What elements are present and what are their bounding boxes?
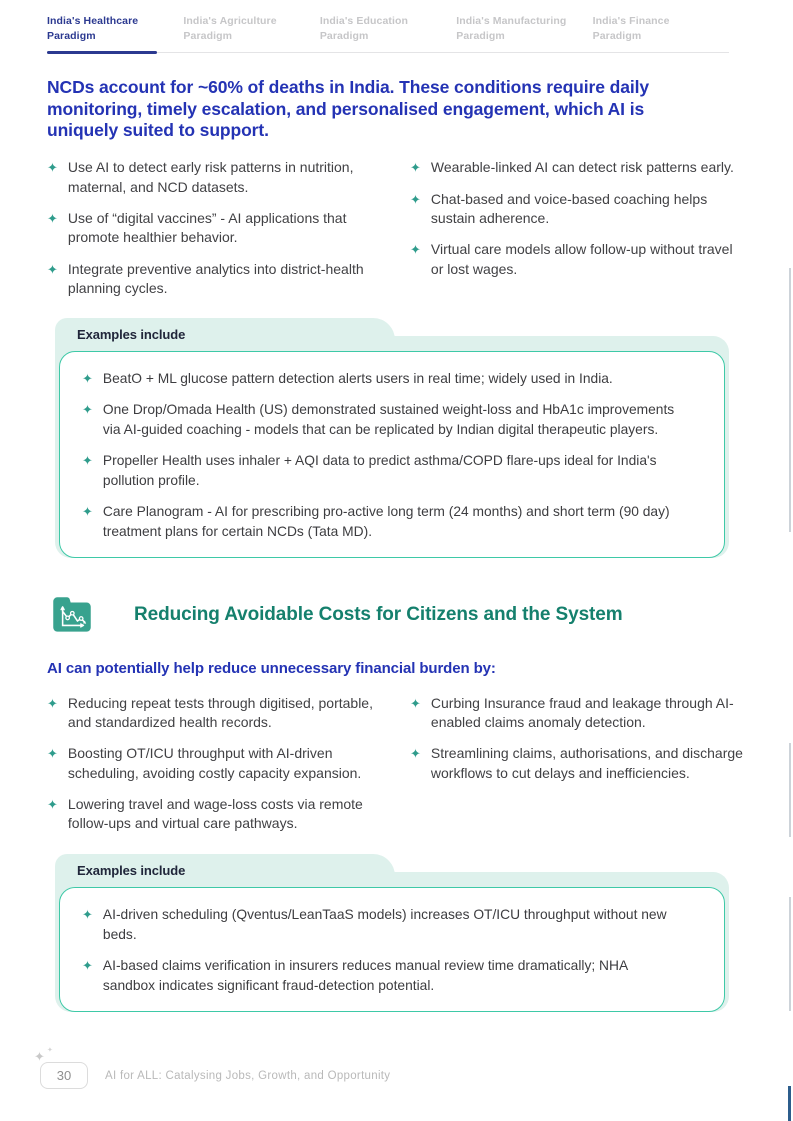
footer-title: AI for ALL: Catalysing Jobs, Growth, and Opportunity [105, 1069, 391, 1082]
examples-box-1 [55, 318, 729, 558]
section2-title: Reducing Avoidable Costs for Citizens and the System [134, 604, 623, 626]
sparkle-icon: ✦ [34, 1049, 45, 1064]
list-item [82, 956, 682, 996]
list-item [410, 190, 745, 229]
list-item [410, 158, 745, 177]
declining-line-chart-folder-icon [47, 590, 97, 640]
tab-education-paradigm[interactable] [320, 14, 456, 52]
right-edge-marker-3 [789, 897, 791, 1011]
list-item [47, 694, 382, 733]
sparkle-bullet-icon: ✦ [47, 211, 58, 227]
sparkle-bullet-icon: ✦ [47, 160, 58, 176]
right-edge-marker-2 [789, 743, 791, 837]
bullet-text: One Drop/Omada Health (US) demonstrated sustained weight-loss and HbA1c improvements via AI-guided coaching - models that can be replicated by Indian digital therapeutic players. [102, 402, 675, 438]
section2-header [47, 588, 745, 642]
tab-agriculture-paradigm[interactable] [183, 14, 319, 52]
sparkle-bullet-icon: ✦ [82, 906, 93, 922]
list-item [47, 744, 382, 783]
right-edge-marker-1 [789, 268, 791, 532]
sparkle-bullet-icon: ✦ [410, 191, 421, 207]
bullet-text: Curbing Insurance fraud and leakage through AI-enabled claims anomaly detection. [430, 694, 734, 731]
list-item [47, 795, 382, 834]
list-item [82, 369, 682, 389]
list-item [47, 158, 382, 197]
bullet-text: BeatO + ML glucose pattern detection alerts users in real time; widely used in India. [102, 371, 613, 387]
examples-content-box [59, 887, 725, 1012]
section-tabs-nav [47, 14, 729, 53]
bullet-column-right [410, 158, 745, 298]
sparkle-bullet-icon: ✦ [47, 797, 58, 813]
sparkle-icon-small: ✦ [47, 1047, 53, 1054]
examples-label: Examples include [77, 862, 186, 878]
sparkle-bullet-icon: ✦ [410, 242, 421, 258]
bullet-text: Streamlining claims, authorisations, and discharge workflows to cut delays and inefficiencies. [430, 745, 743, 781]
list-item [410, 694, 745, 733]
page-number: 30 [56, 1068, 72, 1083]
sparkle-bullet-icon: ✦ [82, 453, 93, 469]
list-item [82, 502, 682, 542]
tab-label: India's Agriculture Paradigm [183, 15, 277, 42]
tab-label: India's Manufacturing Paradigm [456, 15, 567, 42]
bullet-text: Virtual care models allow follow-up without travel or lost wages. [430, 241, 733, 277]
section2-bullets [47, 694, 745, 834]
examples-label: Examples include [77, 327, 186, 343]
bullet-text: Boosting OT/ICU throughput with AI-driven scheduling, avoiding costly capacity expansion. [67, 745, 362, 781]
bullet-column-left [47, 694, 382, 834]
bullet-text: Reducing repeat tests through digitised, portable, and standardized health records. [67, 694, 373, 731]
sparkle-bullet-icon: ✦ [410, 746, 421, 762]
bullet-text: Use of “digital vaccines” - AI applications that promote healthier behavior. [67, 210, 347, 246]
section2-subheading: AI can potentially help reduce unnecessary financial burden by: [47, 659, 496, 677]
intro-heading: NCDs account for ~60% of deaths in India. These conditions require daily monitoring, timely escalation, and personalised engagement, which AI is uniquely suited to support. [47, 77, 650, 141]
tab-label: India's Healthcare Paradigm [47, 15, 139, 42]
sparkle-bullet-icon: ✦ [82, 957, 93, 973]
sparkle-bullet-icon: ✦ [47, 746, 58, 762]
bullet-text: Propeller Health uses inhaler + AQI data to predict asthma/COPD flare-ups ideal for India's pollution profile. [102, 453, 657, 489]
examples-content-box [59, 351, 725, 558]
page-footer [34, 1047, 391, 1089]
examples-box-2 [55, 854, 729, 1012]
bullet-column-right [410, 694, 745, 834]
bullet-text: AI-driven scheduling (Qventus/LeanTaaS models) increases OT/ICU throughput without new beds. [102, 906, 667, 942]
bullet-text: Care Planogram - AI for prescribing pro-active long term (24 months) and short term (90 day) treatment plans for certain NCDs (Tata MD). [102, 504, 670, 540]
page-number-box [34, 1047, 88, 1089]
list-item [82, 451, 682, 491]
bullet-text: Integrate preventive analytics into district-health planning cycles. [67, 260, 364, 296]
list-item [82, 905, 682, 945]
bullet-text: Wearable-linked AI can detect risk patterns early. [430, 159, 734, 176]
sparkle-bullet-icon: ✦ [47, 695, 58, 711]
tab-manufacturing-paradigm[interactable] [456, 14, 592, 52]
list-item [47, 260, 382, 299]
list-item [410, 744, 745, 783]
sparkle-bullet-icon: ✦ [47, 261, 58, 277]
tab-label: India's Education Paradigm [319, 15, 409, 42]
tab-finance-paradigm[interactable] [593, 14, 729, 52]
sparkle-bullet-icon: ✦ [82, 504, 93, 520]
sparkle-bullet-icon: ✦ [410, 160, 421, 176]
bullet-text: Chat-based and voice-based coaching helps sustain adherence. [430, 190, 708, 227]
bullet-text: Use AI to detect early risk patterns in nutrition, maternal, and NCD datasets. [67, 159, 354, 195]
bullet-column-left [47, 158, 382, 298]
sparkle-bullet-icon: ✦ [410, 695, 421, 711]
right-edge-marker-bottom [788, 1086, 791, 1121]
list-item [82, 400, 682, 440]
sparkle-bullet-icon: ✦ [82, 371, 93, 387]
list-item [47, 209, 382, 248]
sparkle-bullet-icon: ✦ [82, 402, 93, 418]
tab-label: India's Finance Paradigm [592, 15, 670, 42]
bullet-text: Lowering travel and wage-loss costs via remote follow-ups and virtual care pathways. [67, 796, 363, 832]
bullet-text: AI-based claims verification in insurers reduces manual review time dramatically; NHA sandbox indicates significant fraud-detection potential. [102, 957, 628, 993]
tab-healthcare-paradigm[interactable] [47, 14, 183, 52]
section1-bullets [47, 158, 745, 298]
list-item [410, 240, 745, 279]
